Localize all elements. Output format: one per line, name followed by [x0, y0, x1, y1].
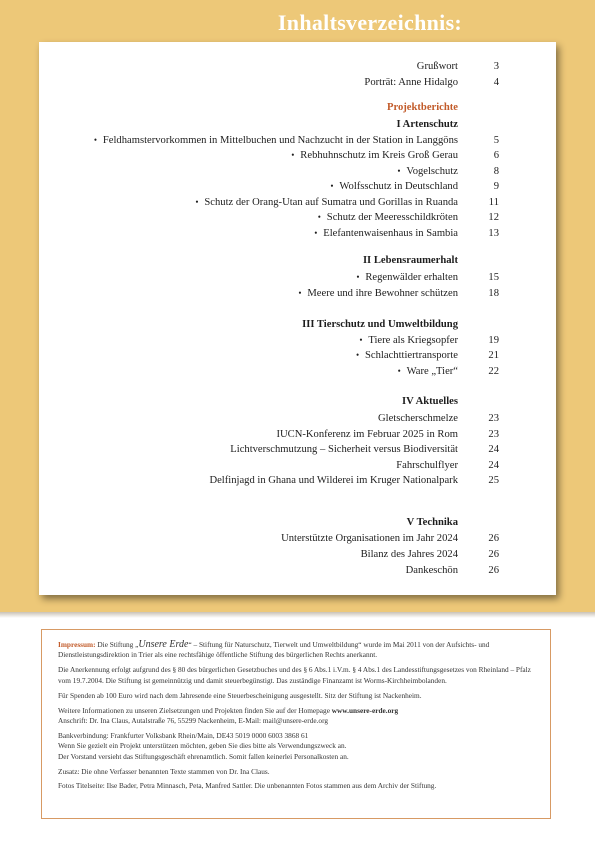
- toc-page-number: 6: [493, 150, 499, 161]
- toc-page-number: 22: [488, 366, 499, 377]
- toc-page-number: 18: [488, 288, 499, 299]
- toc-entry-title: • Vogelschutz: [397, 165, 458, 178]
- toc-page-number: 25: [488, 475, 499, 486]
- band-shadow: [0, 612, 595, 618]
- toc-entry-title: • Rebhuhnschutz im Kreis Groß Gerau: [291, 149, 458, 162]
- bank-line: Bankverbindung: Frankfurter Volksbank Rhein/Main, DE43 5019 0000 6003 3868 61: [58, 730, 309, 740]
- toc-entry-title: Unterstützte Organisationen im Jahr 2024: [281, 533, 458, 544]
- toc-page-number: 5: [493, 135, 499, 146]
- toc-page-number: 19: [488, 335, 499, 346]
- toc-page-number: 23: [488, 413, 499, 424]
- impressum-paragraph-2: Die Anerkennung erfolgt aufgrund des § 80 des bürgerlichen Gesetzbuches und des § 6 Abs.1 i.V.m. § 4 Abs.1 des Landesstiftungsgesetzes von Rheinland – Pfalz vom 19.7.2004. Die Stiftung ist gemeinnützig und damit steuerbegünstigt. Das zuständige Finanzamt ist Worms-Kirchheimbolanden.: [58, 665, 531, 685]
- impressum-paragraph-7: Fotos Titelseite: Ilse Bader, Petra Minnasch, Peta, Manfred Sattler. Die unbenannten Fotos stammen aus dem Archiv der Stiftung.: [58, 781, 437, 791]
- toc-entry-title: Dankeschön: [405, 565, 458, 576]
- toc-entry-title: • Tiere als Kriegsopfer: [359, 334, 458, 347]
- toc-entry-title: Porträt: Anne Hidalgo: [364, 77, 458, 88]
- toc-page-number: 26: [488, 549, 499, 560]
- toc-entry-title: • Meere und ihre Bewohner schützen: [298, 287, 458, 300]
- toc-entry-title: • Regenwälder erhalten: [356, 271, 458, 284]
- toc-section-heading: II Lebensraumerhalt: [362, 255, 458, 266]
- impressum-paragraph-1: Impressum: Die Stiftung „Unsere Erde“ – Stiftung für Naturschutz, Tierwelt und Umweltbildung“ wurde im Mai 2011 von der Aufsichts- und Dienstleistungsdirektion in Trier als eine rechtsfähige öffentliche Stiftung des bürgerlichen Rechts anerkannt.: [58, 639, 490, 660]
- toc-entry-title: • Elefantenwaisenhaus in Sambia: [314, 227, 458, 240]
- homepage-link[interactable]: www.unsere-erde.org: [331, 705, 399, 715]
- toc-page-number: 8: [493, 166, 499, 177]
- toc-entry-title: • Feldhamstervorkommen in Mittelbuchen und Nachzucht in der Station in Langgöns: [94, 134, 458, 147]
- toc-page-number: 4: [493, 77, 499, 88]
- impressum-paragraph-3: Für Spenden ab 100 Euro wird nach dem Jahresende eine Steuerbescheinigung ausgestellt. Sitz der Stiftung ist Nackenheim.: [58, 690, 422, 700]
- toc-entry-title: IUCN-Konferenz im Februar 2025 in Rom: [276, 429, 458, 440]
- toc-page-number: 24: [488, 460, 499, 471]
- toc-entry-title: • Schlachttiertransporte: [356, 349, 458, 362]
- toc-entry-title: • Schutz der Meeresschildkröten: [318, 211, 458, 224]
- toc-page-number: 15: [488, 272, 499, 283]
- toc-page-number: 26: [488, 565, 499, 576]
- toc-entry-title: Lichtverschmutzung – Sicherheit versus Biodiversität: [230, 444, 458, 455]
- toc-page-number: 13: [488, 228, 499, 239]
- toc-section-heading: I Artenschutz: [396, 119, 458, 130]
- toc-page-number: 24: [488, 444, 499, 455]
- toc-page-number: 23: [488, 429, 499, 440]
- toc-section-heading: V Technika: [406, 517, 458, 528]
- impressum-paragraph-4: Weitere Informationen zu unseren Zielsetzungen und Projekten finden Sie auf der Homepage www.unsere-erde.org Anschrift: Dr. Ina Claus, Autalstraße 76, 55299 Nackenheim, E-Mail: mail@unsere-erde.org: [58, 705, 399, 725]
- toc-entry-title: Grußwort: [416, 61, 458, 72]
- impressum-paragraph-5: Bankverbindung: Frankfurter Volksbank Rhein/Main, DE43 5019 0000 6003 3868 61 Wenn Sie gezielt ein Projekt unterstützen möchten, geben Sie dies bitte als Verwendungszweck an. Der Vorstand versieht das Stiftungsgeschäft ehrenamtlich. Somit fallen keinerlei Personalkosten an.: [58, 730, 349, 761]
- toc-entry-title: • Ware „Tier“: [398, 365, 458, 378]
- toc-entry-title: • Schutz der Orang-Utan auf Sumatra und Gorillas in Ruanda: [195, 196, 458, 209]
- toc-page-number: 21: [488, 350, 499, 361]
- toc-page-number: 9: [493, 181, 499, 192]
- toc-category-heading: Projektberichte: [387, 102, 458, 113]
- toc-section-heading: IV Aktuelles: [401, 396, 458, 407]
- toc-panel: [39, 42, 556, 595]
- address-line: Anschrift: Dr. Ina Claus, Autalstraße 76, 55299 Nackenheim, E-Mail: mail@unsere-erde.org: [58, 715, 329, 725]
- toc-section-heading: III Tierschutz und Umweltbildung: [302, 319, 458, 330]
- toc-entry-title: Bilanz des Jahres 2024: [360, 549, 458, 560]
- toc-entry-title: Delfinjagd in Ghana und Wilderei im Kruger Nationalpark: [209, 475, 458, 486]
- toc-page-number: 12: [488, 212, 499, 223]
- toc-page-number: 3: [493, 61, 499, 72]
- toc-entry-title: Fahrschulflyer: [396, 460, 458, 471]
- toc-page-number: 26: [488, 533, 499, 544]
- foundation-name: Unsere Erde: [138, 639, 189, 650]
- toc-page-number: 11: [488, 197, 499, 208]
- toc-entry-title: Gletscherschmelze: [377, 413, 458, 424]
- page-title: Inhaltsverzeichnis:: [277, 10, 463, 35]
- toc-entry-title: • Wolfsschutz in Deutschland: [330, 180, 458, 193]
- impressum-label: Impressum:: [58, 640, 96, 649]
- impressum-paragraph-6: Zusatz: Die ohne Verfasser benannten Texte stammen von Dr. Ina Claus.: [58, 766, 270, 776]
- impressum-box: [41, 629, 551, 819]
